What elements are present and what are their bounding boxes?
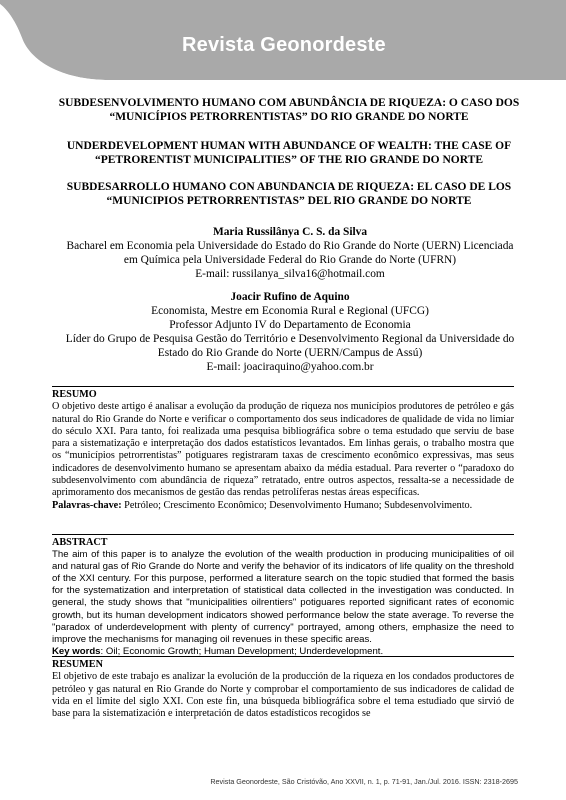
author-email: E-mail: joaciraquino@yahoo.com.br: [206, 361, 374, 373]
journal-title: Revista Geonordeste: [182, 34, 386, 56]
author-affiliation-line: Bacharel em Economia pela Universidade do Estado do Rio Grande do Norte (UERN) Licenciada: [66, 240, 514, 252]
abstract-heading: ABSTRACT: [52, 537, 108, 548]
section-divider: [52, 534, 514, 535]
author-affiliation-line: Líder do Grupo de Pesquisa Gestão do Território e Desenvolvimento Regional da Universidade do: [65, 333, 515, 345]
author-block-2: [40, 290, 540, 374]
author-affiliation-line: em Química pela Universidade Federal do Rio Grande do Norte (UFRN): [123, 254, 457, 266]
author-name: Maria Russilânya C. S. da Silva: [212, 226, 368, 238]
resumo-keywords: [52, 500, 514, 512]
section-divider: [52, 656, 514, 657]
keywords-list: : Oil; Economic Growth; Human Development; Underdevelopment.: [100, 645, 384, 657]
author-name: Joacir Rufino de Aquino: [230, 291, 350, 303]
section-divider: [52, 386, 514, 387]
title-portuguese: SUBDESENVOLVIMENTO HUMANO COM ABUNDÂNCIA DE RIQUEZA: O CASO DOS “MUNICÍPIOS PETRORRENTISTAS” DO RIO GRANDE DO NORTE: [58, 97, 520, 123]
title-english: UNDERDEVELOPMENT HUMAN WITH ABUNDANCE OF WEALTH: THE CASE OF “PETRORENTIST MUNICIPALITIES” OF THE RIO GRANDE DO NORTE: [66, 140, 512, 166]
author-email: E-mail: russilanya_silva16@hotmail.com: [195, 268, 385, 280]
resumen-heading: RESUMEN: [52, 659, 103, 670]
resumo-heading: RESUMO: [52, 389, 97, 400]
resumen-section: [52, 656, 514, 720]
resumen-text: El objetivo de este trabajo es analizar la evolución de la producción de la riqueza en los condados productores de petróleo y gas natural en Rio Grande do Norte y comprobar el comportamiento de sus indicadores de calidad de vida en el límite del siglo XXI. Con este fin, una búsqueda bibliográfica sobre el tema estudiado que sirvió de base para la sistematización e interpretación de datos estadísticos recogidos se: [52, 671, 514, 720]
resumo-text: O objetivo deste artigo é analisar a evolução da produção de riqueza nos municípios produtores de petróleo e gás natural do Rio Grande do Norte e verificar o comportamento dos seus indicadores de qualidade de vida no limiar do século XXI. Para tanto, foi realizada uma pesquisa bibliográfica sobre o tema estudado que serviu de base para a sistematização e interpretação dos dados estatísticos levantados. Em linhas gerais, o trabalho mostra que os “municípios petrorrentistas” potiguares registraram taxas de crescimento econômico expressivas, mas seus indicadores de desenvolvimento humano se apresentam abaixo da média estadual. Para reverter o “paradoxo do subdesenvolvimento com abundância de riqueza” retratado, entre outros aspectos, ressalta-se a necessidade de aprimoramento dos mecanismos de gestão das rendas petrolíferas nestas áreas específicas.: [52, 401, 514, 499]
title-spanish: SUBDESARROLLO HUMANO CON ABUNDANCIA DE RIQUEZA: EL CASO DE LOS “MUNICIPIOS PETRORRENTISTAS” DEL RIO GRANDE DO NORTE: [66, 181, 512, 207]
keywords-label: Key words: [52, 645, 101, 657]
author-affiliation-line: Professor Adjunto IV do Departamento de Economia: [169, 319, 411, 331]
abstract-section: [52, 534, 514, 658]
keywords-list: Petróleo; Crescimento Econômico; Desenvolvimento Humano; Subdesenvolvimento.: [121, 499, 473, 511]
author-affiliation-line: Economista, Mestre em Economia Rural e Regional (UFCG): [151, 305, 429, 317]
author-block-1: [40, 225, 540, 281]
abstract-text: The aim of this paper is to analyze the evolution of the wealth production in producing municipalities of oil and natural gas of Rio Grande do Norte and verify the behavior of its indicators of life quality on the threshold of the XXI century. For this purpose, performed a literature search on the topic studied that formed the basis for the systematization and interpretation of statistical data collected in the investigation was conducted. In general, the study shows that "municipalities oilrentiers" potiguares reported significant rates of economic growth, but its human development indicators showed performance below the state average. To reverse the "paradox of underdevelopment with plenty of currency" portrayed, among others, emphasize the need to improve the mechanisms for managing oil revenues in these specific areas.: [52, 549, 514, 645]
resumo-section: [52, 386, 514, 512]
page-footer-citation: Revista Geonordeste, São Cristóvão, Ano XXVII, n. 1, p. 71-91, Jan./Jul. 2016. ISSN: 2318-2695: [210, 777, 518, 786]
author-affiliation-line: Estado do Rio Grande do Norte (UERN/Campus de Assú): [157, 347, 423, 359]
keywords-label: Palavras-chave:: [52, 499, 122, 511]
